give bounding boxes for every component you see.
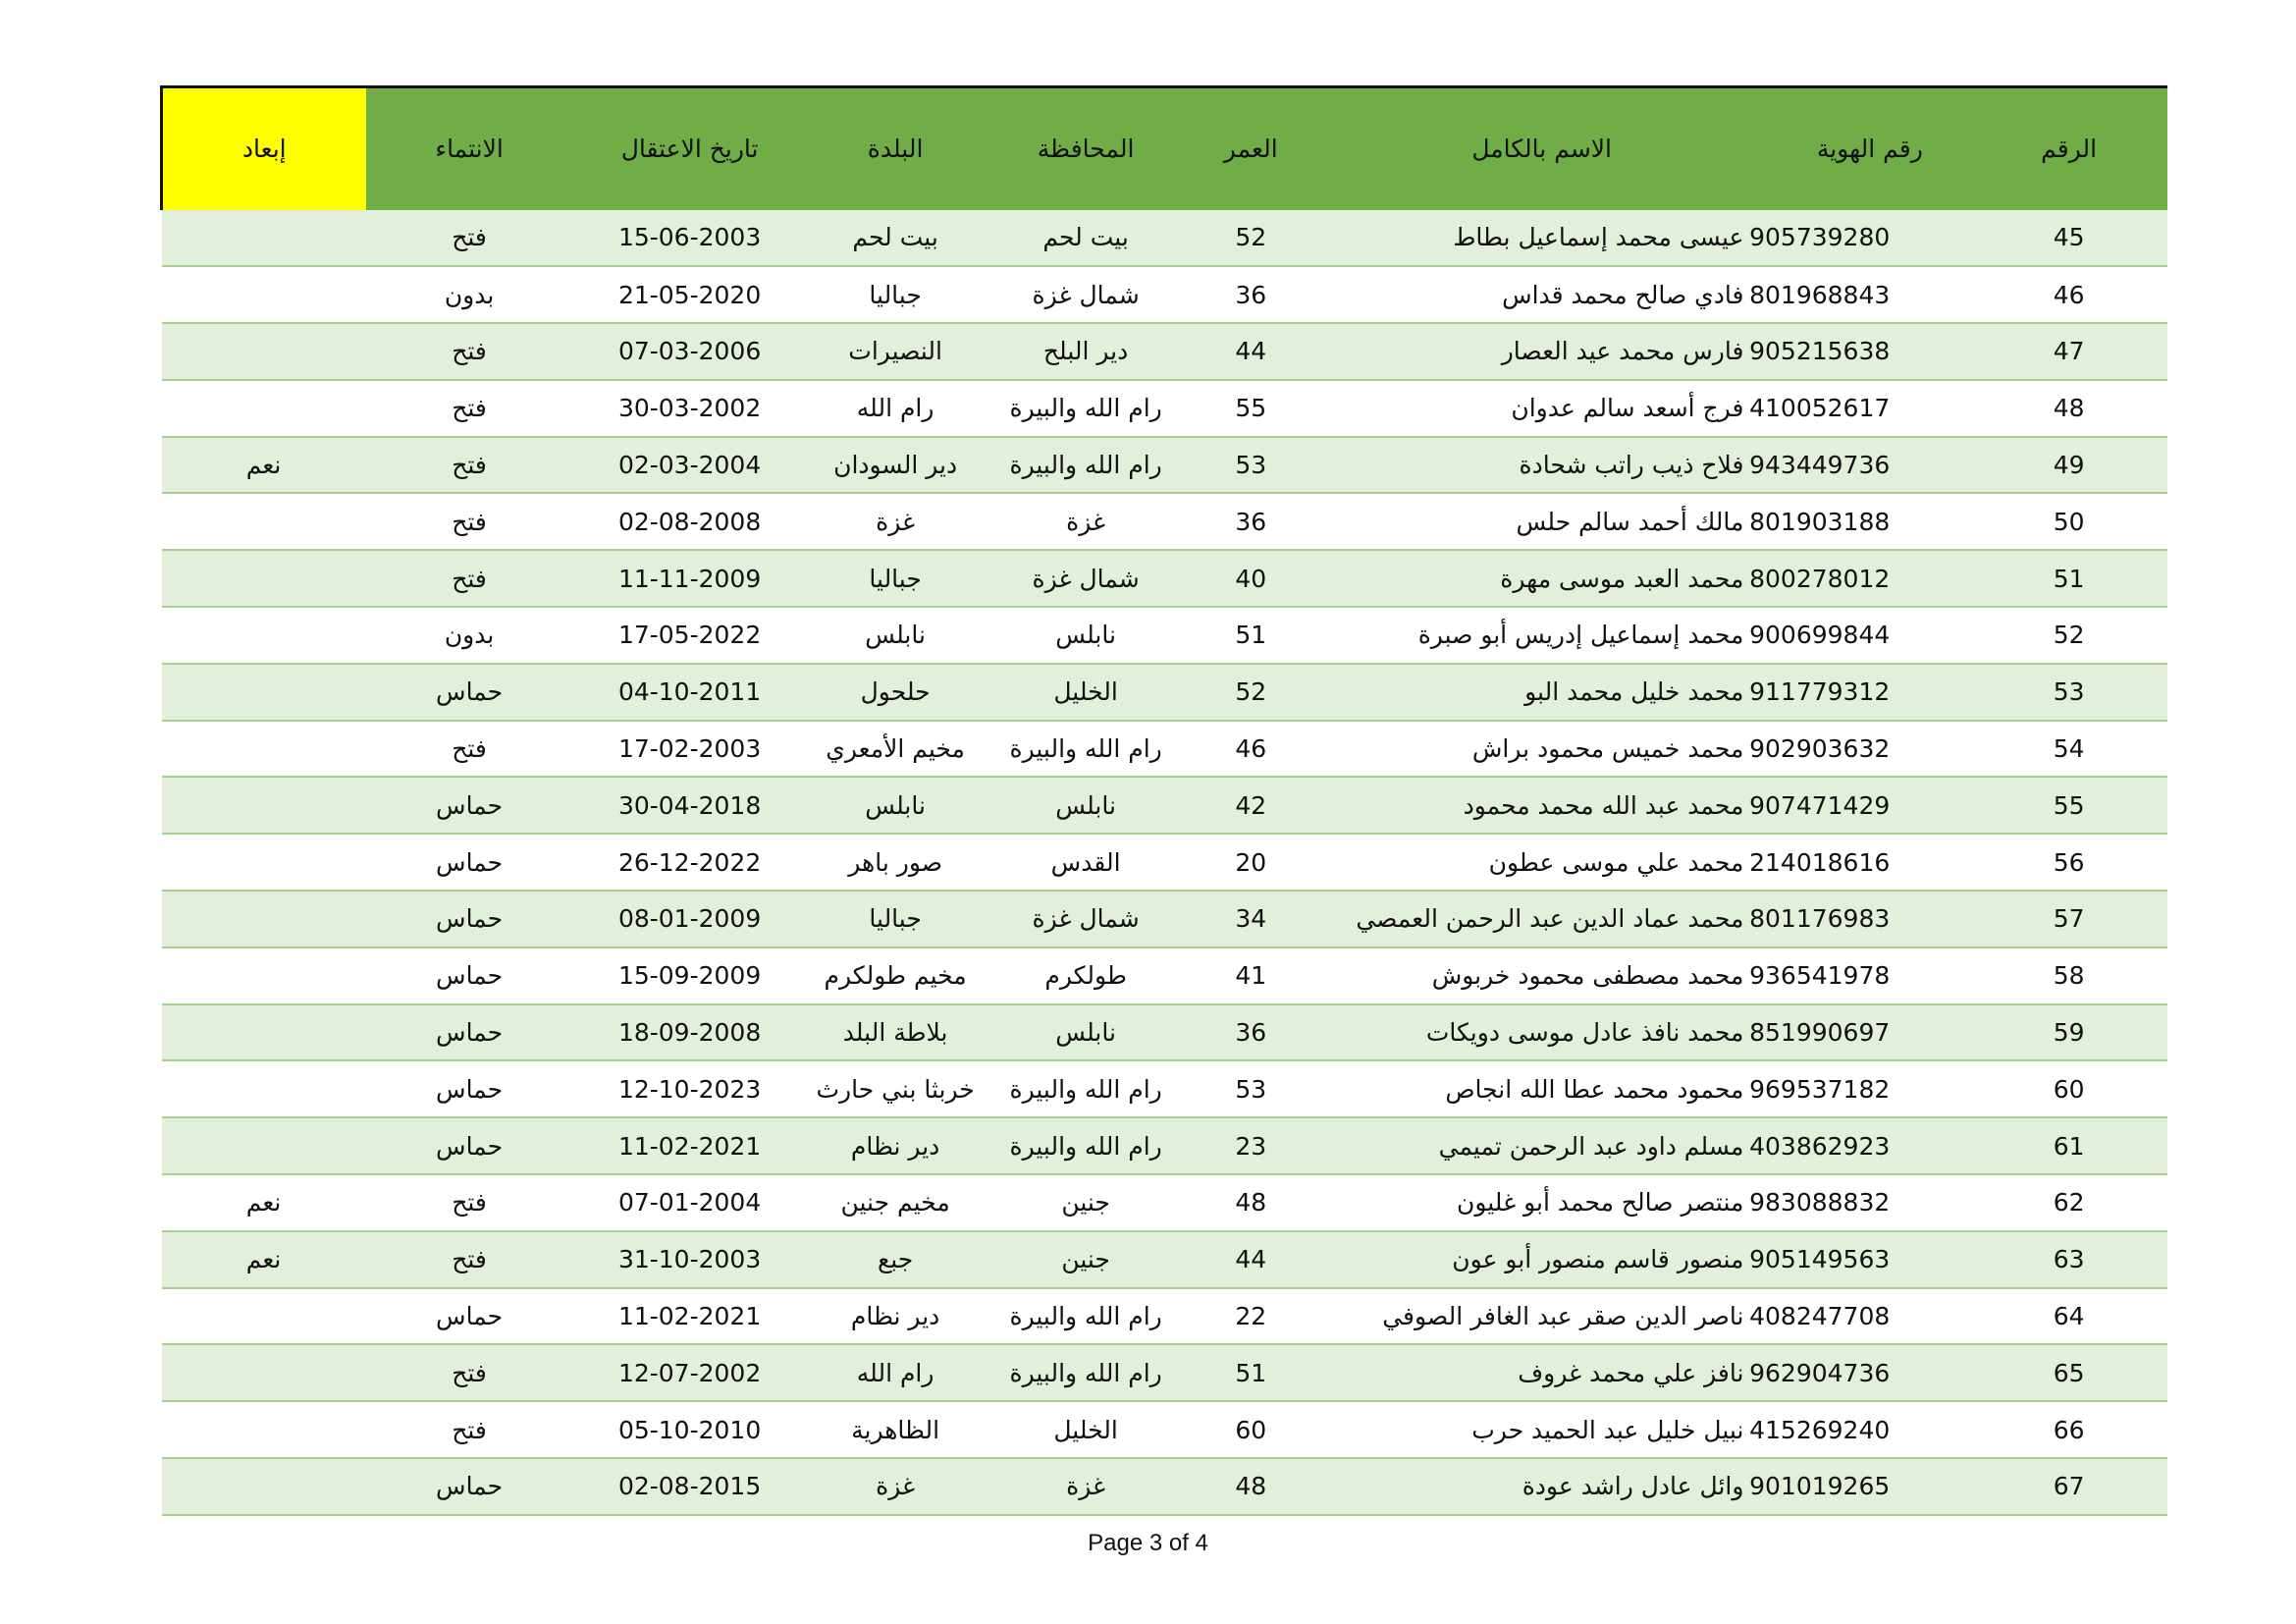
- cell-age: 53: [1188, 437, 1314, 494]
- header-affiliation: الانتماء: [366, 87, 573, 210]
- cell-expulsion: [162, 380, 366, 437]
- cell-id: 410052617: [1769, 380, 1970, 437]
- page-footer: Page 3 of 4: [1088, 1530, 1208, 1556]
- cell-arrest-date: 31-10-2003: [573, 1231, 807, 1288]
- table-row: [162, 947, 2168, 1004]
- cell-town: حلحول: [807, 664, 985, 721]
- cell-age: 42: [1188, 777, 1314, 834]
- cell-arrest-date: 11-02-2021: [573, 1117, 807, 1174]
- cell-id: 907471429: [1769, 777, 1970, 834]
- cell-expulsion: [162, 607, 366, 664]
- cell-governorate: رام الله والبيرة: [985, 1060, 1188, 1117]
- cell-id: 911779312: [1769, 664, 1970, 721]
- cell-expulsion: [162, 891, 366, 947]
- cell-arrest-date: 15-06-2003: [573, 210, 807, 267]
- cell-name: محمد خليل محمد البو: [1314, 664, 1770, 721]
- cell-expulsion: [162, 947, 366, 1004]
- cell-affiliation: حماس: [366, 1288, 573, 1345]
- cell-expulsion: [162, 210, 366, 267]
- cell-affiliation: فتح: [366, 1344, 573, 1401]
- table-row: [162, 1458, 2168, 1515]
- cell-town: نابلس: [807, 607, 985, 664]
- header-row: [162, 87, 2168, 210]
- cell-affiliation: فتح: [366, 437, 573, 494]
- cell-town: خربثا بني حارث: [807, 1060, 985, 1117]
- cell-town: دير نظام: [807, 1117, 985, 1174]
- cell-town: جباليا: [807, 550, 985, 607]
- cell-age: 52: [1188, 664, 1314, 721]
- table-row: [162, 891, 2168, 947]
- cell-arrest-date: 07-01-2004: [573, 1174, 807, 1231]
- cell-arrest-date: 02-08-2008: [573, 493, 807, 550]
- table-row: [162, 1117, 2168, 1174]
- cell-id: 851990697: [1769, 1004, 1970, 1061]
- table-row: [162, 1288, 2168, 1345]
- cell-affiliation: حماس: [366, 834, 573, 891]
- cell-id: 983088832: [1769, 1174, 1970, 1231]
- table-row: [162, 210, 2168, 267]
- cell-affiliation: حماس: [366, 777, 573, 834]
- cell-arrest-date: 12-10-2023: [573, 1060, 807, 1117]
- cell-name: محمد علي موسى عطون: [1314, 834, 1770, 891]
- header-name: الاسم بالكامل: [1314, 87, 1770, 210]
- cell-affiliation: حماس: [366, 947, 573, 1004]
- cell-id: 403862923: [1769, 1117, 1970, 1174]
- cell-id: 408247708: [1769, 1288, 1970, 1345]
- cell-governorate: شمال غزة: [985, 891, 1188, 947]
- cell-id: 901019265: [1769, 1458, 1970, 1515]
- table-row: [162, 607, 2168, 664]
- table-row: [162, 1060, 2168, 1117]
- cell-num: 56: [1970, 834, 2167, 891]
- header-age: العمر: [1188, 87, 1314, 210]
- table-row: [162, 437, 2168, 494]
- cell-governorate: الخليل: [985, 1401, 1188, 1458]
- cell-affiliation: حماس: [366, 1117, 573, 1174]
- cell-age: 36: [1188, 493, 1314, 550]
- cell-arrest-date: 30-03-2002: [573, 380, 807, 437]
- cell-id: 905149563: [1769, 1231, 1970, 1288]
- cell-name: محمود محمد عطا الله انجاص: [1314, 1060, 1770, 1117]
- cell-id: 905215638: [1769, 323, 1970, 380]
- table-body: [162, 210, 2168, 1515]
- cell-name: محمد العبد موسى مهرة: [1314, 550, 1770, 607]
- cell-arrest-date: 17-02-2003: [573, 721, 807, 778]
- cell-governorate: جنين: [985, 1174, 1188, 1231]
- cell-num: 60: [1970, 1060, 2167, 1117]
- header-governorate: المحافظة: [985, 87, 1188, 210]
- cell-town: مخيم الأمعري: [807, 721, 985, 778]
- cell-num: 51: [1970, 550, 2167, 607]
- cell-num: 64: [1970, 1288, 2167, 1345]
- cell-arrest-date: 07-03-2006: [573, 323, 807, 380]
- cell-expulsion: [162, 1288, 366, 1345]
- cell-expulsion: [162, 266, 366, 323]
- cell-age: 40: [1188, 550, 1314, 607]
- cell-id: 801176983: [1769, 891, 1970, 947]
- cell-governorate: رام الله والبيرة: [985, 1344, 1188, 1401]
- cell-town: غزة: [807, 1458, 985, 1515]
- cell-age: 48: [1188, 1458, 1314, 1515]
- cell-num: 59: [1970, 1004, 2167, 1061]
- cell-arrest-date: 17-05-2022: [573, 607, 807, 664]
- header-town: البلدة: [807, 87, 985, 210]
- cell-age: 60: [1188, 1401, 1314, 1458]
- cell-num: 57: [1970, 891, 2167, 947]
- header-expulsion: إبعاد: [162, 87, 366, 210]
- table-row: [162, 1231, 2168, 1288]
- cell-age: 44: [1188, 1231, 1314, 1288]
- cell-age: 51: [1188, 1344, 1314, 1401]
- cell-arrest-date: 11-02-2021: [573, 1288, 807, 1345]
- table-row: [162, 1174, 2168, 1231]
- cell-expulsion: نعم: [162, 1174, 366, 1231]
- cell-arrest-date: 21-05-2020: [573, 266, 807, 323]
- cell-affiliation: فتح: [366, 721, 573, 778]
- cell-governorate: شمال غزة: [985, 266, 1188, 323]
- cell-expulsion: [162, 1458, 366, 1515]
- table-row: [162, 323, 2168, 380]
- table-row: [162, 380, 2168, 437]
- cell-governorate: غزة: [985, 1458, 1188, 1515]
- cell-affiliation: حماس: [366, 664, 573, 721]
- cell-governorate: نابلس: [985, 607, 1188, 664]
- cell-arrest-date: 02-03-2004: [573, 437, 807, 494]
- cell-num: 61: [1970, 1117, 2167, 1174]
- cell-town: بيت لحم: [807, 210, 985, 267]
- table-row: [162, 1004, 2168, 1061]
- cell-name: فادي صالح محمد قداس: [1314, 266, 1770, 323]
- cell-town: بلاطة البلد: [807, 1004, 985, 1061]
- cell-id: 800278012: [1769, 550, 1970, 607]
- cell-age: 22: [1188, 1288, 1314, 1345]
- cell-affiliation: بدون: [366, 266, 573, 323]
- cell-name: نافز علي محمد غروف: [1314, 1344, 1770, 1401]
- cell-town: جبع: [807, 1231, 985, 1288]
- cell-name: محمد مصطفى محمود خربوش: [1314, 947, 1770, 1004]
- cell-governorate: جنين: [985, 1231, 1188, 1288]
- cell-num: 45: [1970, 210, 2167, 267]
- cell-arrest-date: 02-08-2015: [573, 1458, 807, 1515]
- cell-name: مالك أحمد سالم حلس: [1314, 493, 1770, 550]
- cell-name: نبيل خليل عبد الحميد حرب: [1314, 1401, 1770, 1458]
- cell-town: دير نظام: [807, 1288, 985, 1345]
- cell-town: مخيم جنين: [807, 1174, 985, 1231]
- cell-name: وائل عادل راشد عودة: [1314, 1458, 1770, 1515]
- cell-id: 936541978: [1769, 947, 1970, 1004]
- cell-arrest-date: 04-10-2011: [573, 664, 807, 721]
- table-row: [162, 1401, 2168, 1458]
- cell-governorate: رام الله والبيرة: [985, 1117, 1188, 1174]
- cell-id: 969537182: [1769, 1060, 1970, 1117]
- cell-num: 65: [1970, 1344, 2167, 1401]
- cell-arrest-date: 15-09-2009: [573, 947, 807, 1004]
- cell-id: 214018616: [1769, 834, 1970, 891]
- cell-town: غزة: [807, 493, 985, 550]
- cell-name: مسلم داود عبد الرحمن تميمي: [1314, 1117, 1770, 1174]
- cell-governorate: رام الله والبيرة: [985, 1288, 1188, 1345]
- cell-name: فارس محمد عيد العصار: [1314, 323, 1770, 380]
- cell-town: صور باهر: [807, 834, 985, 891]
- cell-num: 58: [1970, 947, 2167, 1004]
- cell-governorate: رام الله والبيرة: [985, 721, 1188, 778]
- cell-governorate: بيت لحم: [985, 210, 1188, 267]
- cell-age: 46: [1188, 721, 1314, 778]
- cell-affiliation: حماس: [366, 891, 573, 947]
- cell-name: محمد خميس محمود براش: [1314, 721, 1770, 778]
- cell-town: مخيم طولكرم: [807, 947, 985, 1004]
- cell-arrest-date: 18-09-2008: [573, 1004, 807, 1061]
- cell-expulsion: [162, 1004, 366, 1061]
- cell-age: 20: [1188, 834, 1314, 891]
- cell-town: رام الله: [807, 1344, 985, 1401]
- document-page: [160, 85, 2167, 1516]
- cell-governorate: شمال غزة: [985, 550, 1188, 607]
- cell-id: 905739280: [1769, 210, 1970, 267]
- cell-name: عيسى محمد إسماعيل بطاط: [1314, 210, 1770, 267]
- cell-governorate: نابلس: [985, 1004, 1188, 1061]
- cell-age: 41: [1188, 947, 1314, 1004]
- cell-name: محمد عبد الله محمد محمود: [1314, 777, 1770, 834]
- cell-town: دير السودان: [807, 437, 985, 494]
- cell-expulsion: [162, 777, 366, 834]
- cell-num: 53: [1970, 664, 2167, 721]
- cell-affiliation: حماس: [366, 1004, 573, 1061]
- cell-affiliation: فتح: [366, 323, 573, 380]
- cell-name: ناصر الدين صقر عبد الغافر الصوفي: [1314, 1288, 1770, 1345]
- cell-num: 49: [1970, 437, 2167, 494]
- cell-age: 34: [1188, 891, 1314, 947]
- cell-name: فرج أسعد سالم عدوان: [1314, 380, 1770, 437]
- cell-town: رام الله: [807, 380, 985, 437]
- cell-affiliation: فتح: [366, 1174, 573, 1231]
- cell-affiliation: حماس: [366, 1060, 573, 1117]
- cell-age: 36: [1188, 1004, 1314, 1061]
- cell-id: 801903188: [1769, 493, 1970, 550]
- cell-id: 902903632: [1769, 721, 1970, 778]
- cell-expulsion: [162, 1060, 366, 1117]
- table-row: [162, 1344, 2168, 1401]
- cell-town: جباليا: [807, 266, 985, 323]
- cell-name: منتصر صالح محمد أبو غليون: [1314, 1174, 1770, 1231]
- cell-affiliation: بدون: [366, 607, 573, 664]
- cell-governorate: الخليل: [985, 664, 1188, 721]
- cell-affiliation: فتح: [366, 550, 573, 607]
- cell-num: 62: [1970, 1174, 2167, 1231]
- cell-arrest-date: 30-04-2018: [573, 777, 807, 834]
- cell-town: نابلس: [807, 777, 985, 834]
- cell-id: 415269240: [1769, 1401, 1970, 1458]
- cell-id: 801968843: [1769, 266, 1970, 323]
- cell-town: جباليا: [807, 891, 985, 947]
- cell-num: 54: [1970, 721, 2167, 778]
- cell-num: 52: [1970, 607, 2167, 664]
- cell-arrest-date: 05-10-2010: [573, 1401, 807, 1458]
- cell-governorate: طولكرم: [985, 947, 1188, 1004]
- cell-governorate: رام الله والبيرة: [985, 380, 1188, 437]
- cell-age: 36: [1188, 266, 1314, 323]
- table-row: [162, 493, 2168, 550]
- cell-arrest-date: 12-07-2002: [573, 1344, 807, 1401]
- table-row: [162, 266, 2168, 323]
- table-row: [162, 721, 2168, 778]
- cell-expulsion: نعم: [162, 437, 366, 494]
- cell-affiliation: فتح: [366, 493, 573, 550]
- cell-arrest-date: 08-01-2009: [573, 891, 807, 947]
- cell-num: 55: [1970, 777, 2167, 834]
- table-row: [162, 777, 2168, 834]
- cell-governorate: دير البلح: [985, 323, 1188, 380]
- cell-expulsion: [162, 1344, 366, 1401]
- cell-expulsion: [162, 834, 366, 891]
- cell-age: 51: [1188, 607, 1314, 664]
- cell-arrest-date: 26-12-2022: [573, 834, 807, 891]
- cell-num: 46: [1970, 266, 2167, 323]
- cell-affiliation: فتح: [366, 1231, 573, 1288]
- cell-num: 63: [1970, 1231, 2167, 1288]
- cell-num: 48: [1970, 380, 2167, 437]
- cell-governorate: رام الله والبيرة: [985, 437, 1188, 494]
- cell-name: محمد نافذ عادل موسى دويكات: [1314, 1004, 1770, 1061]
- cell-age: 23: [1188, 1117, 1314, 1174]
- cell-expulsion: نعم: [162, 1231, 366, 1288]
- cell-name: فلاح ذيب راتب شحادة: [1314, 437, 1770, 494]
- table-row: [162, 834, 2168, 891]
- cell-governorate: القدس: [985, 834, 1188, 891]
- cell-governorate: نابلس: [985, 777, 1188, 834]
- cell-name: منصور قاسم منصور أبو عون: [1314, 1231, 1770, 1288]
- cell-town: الظاهرية: [807, 1401, 985, 1458]
- cell-age: 44: [1188, 323, 1314, 380]
- cell-expulsion: [162, 664, 366, 721]
- cell-name: محمد عماد الدين عبد الرحمن العمصي: [1314, 891, 1770, 947]
- cell-expulsion: [162, 323, 366, 380]
- cell-expulsion: [162, 550, 366, 607]
- cell-id: 900699844: [1769, 607, 1970, 664]
- cell-expulsion: [162, 1117, 366, 1174]
- cell-town: النصيرات: [807, 323, 985, 380]
- cell-name: محمد إسماعيل إدريس أبو صبرة: [1314, 607, 1770, 664]
- cell-affiliation: فتح: [366, 380, 573, 437]
- cell-expulsion: [162, 721, 366, 778]
- cell-age: 48: [1188, 1174, 1314, 1231]
- cell-id: 962904736: [1769, 1344, 1970, 1401]
- cell-num: 67: [1970, 1458, 2167, 1515]
- cell-expulsion: [162, 493, 366, 550]
- prisoners-table: [160, 85, 2167, 1516]
- cell-num: 47: [1970, 323, 2167, 380]
- cell-affiliation: فتح: [366, 210, 573, 267]
- table-row: [162, 664, 2168, 721]
- header-id: رقم الهوية: [1769, 87, 1970, 210]
- header-num: الرقم: [1970, 87, 2167, 210]
- cell-age: 52: [1188, 210, 1314, 267]
- header-arrest-date: تاريخ الاعتقال: [573, 87, 807, 210]
- cell-affiliation: حماس: [366, 1458, 573, 1515]
- cell-governorate: غزة: [985, 493, 1188, 550]
- cell-arrest-date: 11-11-2009: [573, 550, 807, 607]
- cell-num: 50: [1970, 493, 2167, 550]
- table-header: [162, 87, 2168, 210]
- cell-affiliation: فتح: [366, 1401, 573, 1458]
- cell-id: 943449736: [1769, 437, 1970, 494]
- cell-age: 55: [1188, 380, 1314, 437]
- cell-age: 53: [1188, 1060, 1314, 1117]
- table-row: [162, 550, 2168, 607]
- cell-num: 66: [1970, 1401, 2167, 1458]
- cell-expulsion: [162, 1401, 366, 1458]
